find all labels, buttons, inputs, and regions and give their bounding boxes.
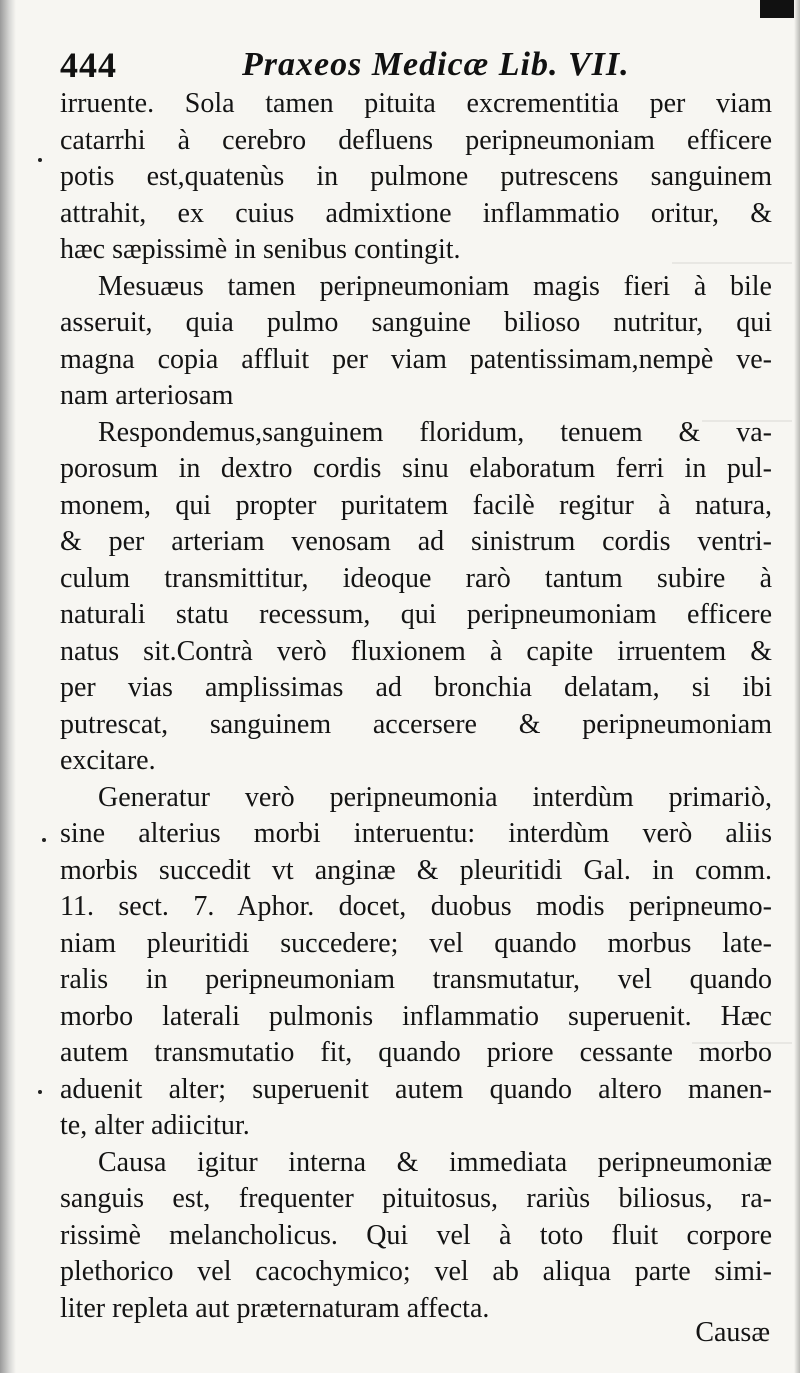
text-line: porosum in dextro cordis sinu elaboratum ferri in pul- xyxy=(60,453,772,484)
text-line: Respondemus,sanguinem floridum, tenuem & va- xyxy=(98,416,772,448)
text-line: morbis succedit vt anginæ & pleuritidi Gal. in comm. xyxy=(60,854,772,886)
text-line: excitare. xyxy=(60,745,156,776)
text-line: asseruit, quia pulmo sanguine bilioso nutritur, qui xyxy=(60,307,772,338)
text-line: aduenit alter; superuenit autem quando altero manen- xyxy=(60,1073,772,1105)
text-line: potis est,quatenùs in pulmone putrescens sanguinem xyxy=(60,161,772,192)
text-line: te, alter adiicitur. xyxy=(60,1110,250,1141)
text-line: sanguis est, frequenter pituitosus, rariùs biliosus, ra- xyxy=(60,1183,772,1214)
text-line: hæc sæpissimè in senibus contingit. xyxy=(60,234,461,265)
text-line: niam pleuritidi succedere; vel quando morbus late- xyxy=(60,927,772,959)
text-line: catarrhi à cerebro defluens peripneumoniam efficere xyxy=(60,124,772,156)
text-line: Causa igitur interna & immediata peripneumoniæ xyxy=(98,1146,772,1178)
running-title: Praxeos Medicæ Lib. VII. xyxy=(242,46,630,83)
text-line: monem, qui propter puritatem facilè regitur à natura, xyxy=(60,489,772,521)
text-line: naturali statu recessum, qui peripneumoniam efficere xyxy=(60,599,772,630)
page-edge-shadow xyxy=(794,0,800,1373)
text-line: rissimè melancholicus. Qui vel à toto fluit corpore xyxy=(60,1219,772,1251)
text-line: per vias amplissimas ad bronchia delatam, si ibi xyxy=(60,672,772,703)
text-line: autem transmutatio fit, quando priore cessante morbo xyxy=(60,1037,772,1068)
text-line: ralis in peripneumoniam transmutatur, vel quando xyxy=(60,964,772,995)
speck xyxy=(38,1090,42,1094)
text-line: attrahit, ex cuius admixtione inflammatio oritur, & xyxy=(60,197,772,229)
text-line: liter repleta aut præternaturam affecta. xyxy=(60,1292,490,1324)
text-line: Mesuæus tamen peripneumoniam magis fieri à bile xyxy=(98,270,772,302)
text-line: & per arteriam venosam ad sinistrum cordis ventri- xyxy=(60,526,772,557)
text-line: irruente. Sola tamen pituita excrementitia per viam xyxy=(60,88,772,119)
text-line: magna copia affluit per viam patentissimam,nempè ve- xyxy=(60,343,772,375)
speck xyxy=(38,158,42,162)
text-line: sine alterius morbi interuentu: interdùm verò aliis xyxy=(60,818,772,849)
speck xyxy=(42,838,46,842)
page-number: 444 xyxy=(60,45,117,85)
binding-shadow xyxy=(0,0,16,1373)
page-header xyxy=(60,40,760,90)
text-line: nam arteriosam xyxy=(60,380,234,411)
text-line: morbo laterali pulmonis inflammatio superuenit. Hæc xyxy=(60,1000,772,1032)
catchword: Causæ xyxy=(695,1317,770,1348)
text-line: Generatur verò peripneumonia interdùm primariò, xyxy=(98,781,772,813)
text-line: putrescat, sanguinem accersere & peripneumoniam xyxy=(60,708,772,740)
text-line: culum transmittitur, ideoque rarò tantum subire à xyxy=(60,562,772,594)
text-line: plethorico vel cacochymico; vel ab aliqua parte simi- xyxy=(60,1256,772,1287)
body-text xyxy=(60,86,772,1327)
text-line: 11. sect. 7. Aphor. docet, duobus modis peripneumo- xyxy=(60,891,772,922)
text-line: natus sit.Contrà verò fluxionem à capite irruentem & xyxy=(60,635,772,667)
